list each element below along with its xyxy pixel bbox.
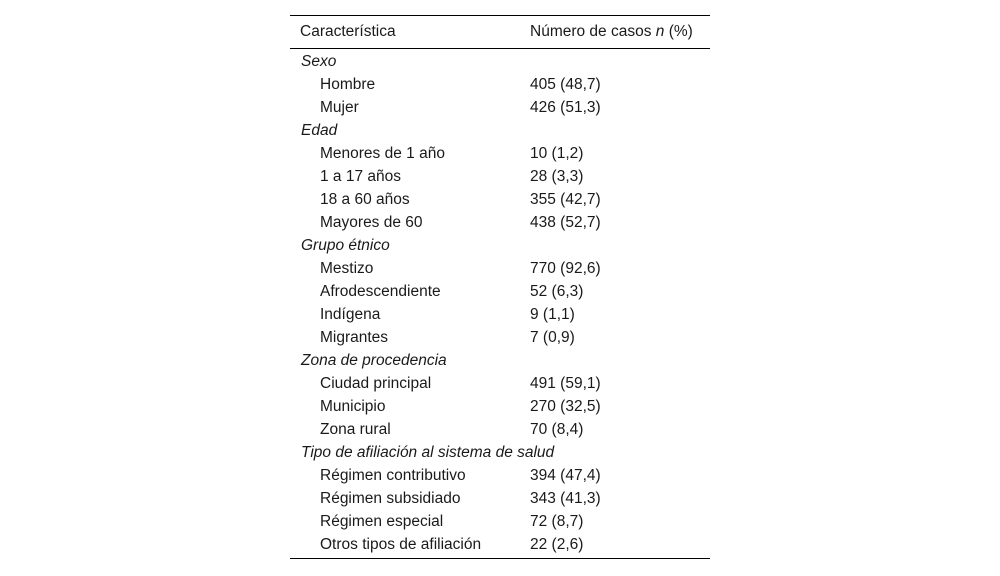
group-title: Zona de procedencia xyxy=(301,351,447,369)
row-value: 491 (59,1) xyxy=(530,374,601,392)
group-title: Tipo de afiliación al sistema de salud xyxy=(301,443,555,461)
row-value: 9 (1,1) xyxy=(530,305,575,323)
row-label: Hombre xyxy=(320,75,376,93)
group-row xyxy=(290,50,710,73)
row-value: 438 (52,7) xyxy=(530,213,601,231)
row-label: Régimen contributivo xyxy=(320,466,466,484)
table-row xyxy=(290,188,710,211)
header-cases xyxy=(530,23,710,41)
group-row xyxy=(290,349,710,372)
row-value: 405 (48,7) xyxy=(530,75,601,93)
row-value: 70 (8,4) xyxy=(530,420,584,438)
row-label: Otros tipos de afiliación xyxy=(320,535,482,553)
row-label: Zona rural xyxy=(320,420,391,438)
table-body xyxy=(290,50,710,556)
row-label: Mestizo xyxy=(320,259,374,277)
row-label: 18 a 60 años xyxy=(320,190,410,208)
row-value: 28 (3,3) xyxy=(530,167,584,185)
row-label: Mujer xyxy=(320,98,359,116)
row-label: Municipio xyxy=(320,397,386,415)
group-title: Grupo étnico xyxy=(301,236,390,254)
row-value: 270 (32,5) xyxy=(530,397,601,415)
table-row xyxy=(290,96,710,119)
header-characteristic: Característica xyxy=(300,23,396,40)
group-title: Edad xyxy=(301,121,338,139)
row-label: Menores de 1 año xyxy=(320,144,445,162)
row-value: 7 (0,9) xyxy=(530,328,575,346)
row-value: 10 (1,2) xyxy=(530,144,584,162)
header-cases-prefix: Número de casos xyxy=(530,23,656,40)
table-row xyxy=(290,464,710,487)
table-row xyxy=(290,533,710,556)
row-value: 22 (2,6) xyxy=(530,535,584,553)
row-label: Indígena xyxy=(320,305,381,323)
row-value: 343 (41,3) xyxy=(530,489,601,507)
header-cases-suffix: (%) xyxy=(664,23,693,40)
header-cases-n: n xyxy=(655,23,665,40)
table-row xyxy=(290,418,710,441)
table-row xyxy=(290,510,710,533)
table-row xyxy=(290,280,710,303)
row-value: 394 (47,4) xyxy=(530,466,601,484)
row-label: Migrantes xyxy=(320,328,389,346)
table-row xyxy=(290,326,710,349)
row-label: Régimen especial xyxy=(320,512,444,530)
row-value: 426 (51,3) xyxy=(530,98,601,116)
row-label: Régimen subsidiado xyxy=(320,489,461,507)
table-row xyxy=(290,395,710,418)
row-value: 355 (42,7) xyxy=(530,190,601,208)
table-row xyxy=(290,257,710,280)
row-label: Afrodescendiente xyxy=(320,282,441,300)
table-row xyxy=(290,165,710,188)
row-value: 52 (6,3) xyxy=(530,282,584,300)
group-title: Sexo xyxy=(301,52,337,70)
table-row xyxy=(290,211,710,234)
group-row xyxy=(290,119,710,142)
table-row xyxy=(290,73,710,96)
table-row xyxy=(290,372,710,395)
row-value: 72 (8,7) xyxy=(530,512,584,530)
table-header xyxy=(290,16,710,48)
characteristics-table xyxy=(290,15,710,559)
row-value: 770 (92,6) xyxy=(530,259,601,277)
table-row xyxy=(290,142,710,165)
group-row xyxy=(290,234,710,257)
row-label: 1 a 17 años xyxy=(320,167,402,185)
table-row xyxy=(290,303,710,326)
table-row xyxy=(290,487,710,510)
group-row xyxy=(290,441,710,464)
row-label: Ciudad principal xyxy=(320,374,432,392)
bottom-rule xyxy=(290,558,710,559)
row-label: Mayores de 60 xyxy=(320,213,423,231)
